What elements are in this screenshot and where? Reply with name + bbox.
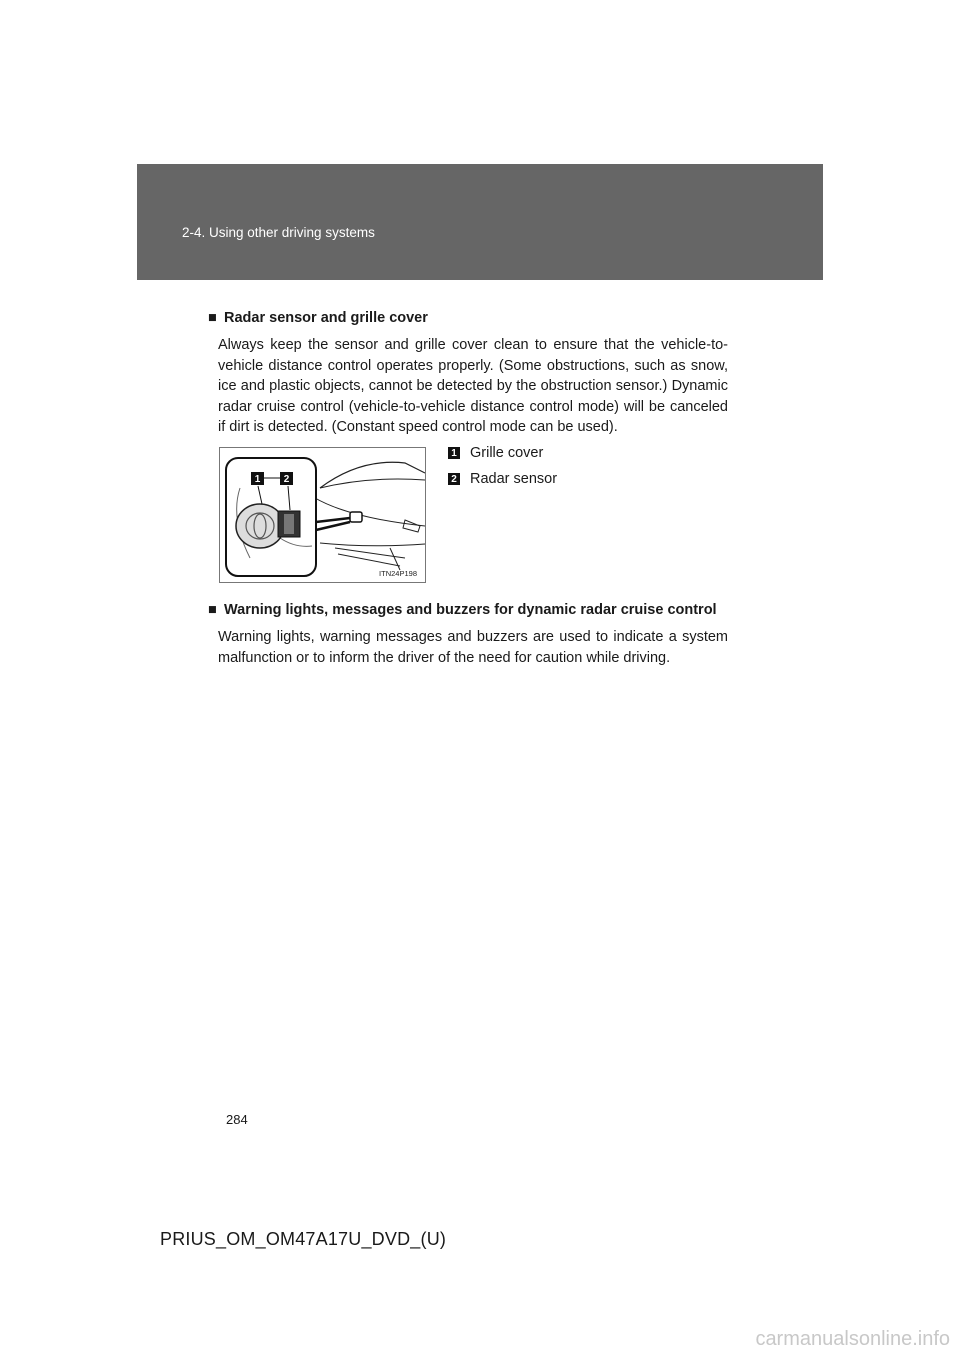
car-front-illustration — [220, 448, 425, 582]
section-body — [218, 627, 728, 668]
figure-code: ITN24P198 — [379, 569, 417, 578]
legend-item-1 — [448, 443, 543, 463]
callout-badge-icon: 1 — [448, 447, 460, 459]
section-heading — [208, 599, 728, 621]
heading-text: Warning lights, messages and buzzers for dynamic radar cruise control — [224, 602, 717, 618]
legend-item-2 — [448, 469, 557, 489]
section-body — [218, 335, 728, 438]
watermark: carmanualsonline.info — [755, 1328, 950, 1350]
legend-label: Radar sensor — [470, 471, 558, 487]
section-warning-lights — [208, 599, 728, 668]
heading-text: Radar sensor and grille cover — [224, 310, 428, 326]
square-bullet-icon: ■ — [208, 310, 217, 326]
page-number: 284 — [226, 1112, 248, 1127]
illustration-radar-sensor — [219, 447, 426, 583]
paragraph: Always keep the sensor and grille cover clean to ensure that the vehicle-to-vehicle distance control operates properly. (Some obstructions, such as snow, ice and plastic objects, cannot be detected by the obstruction sensor.) Dynamic radar cruise control (vehicle-to-vehicle distance control mode) will be canceled if dirt is detected. (Constant speed control mode can be used). — [218, 337, 728, 435]
document-id: PRIUS_OM_OM47A17U_DVD_(U) — [160, 1229, 447, 1249]
square-bullet-icon: ■ — [208, 602, 217, 618]
paragraph: Warning lights, warning messages and buzzers are used to indicate a system malfunction or to inform the driver of the need for caution while driving. — [218, 629, 728, 666]
header-band — [137, 164, 823, 280]
section-heading — [208, 307, 728, 329]
callout-badge-icon: 2 — [448, 473, 460, 485]
callout-1-number: 1 — [254, 474, 261, 485]
section-title: 2-4. Using other driving systems — [182, 225, 375, 240]
section-radar-sensor — [208, 307, 728, 438]
legend-label: Grille cover — [470, 445, 544, 461]
callout-2-number: 2 — [283, 474, 290, 485]
